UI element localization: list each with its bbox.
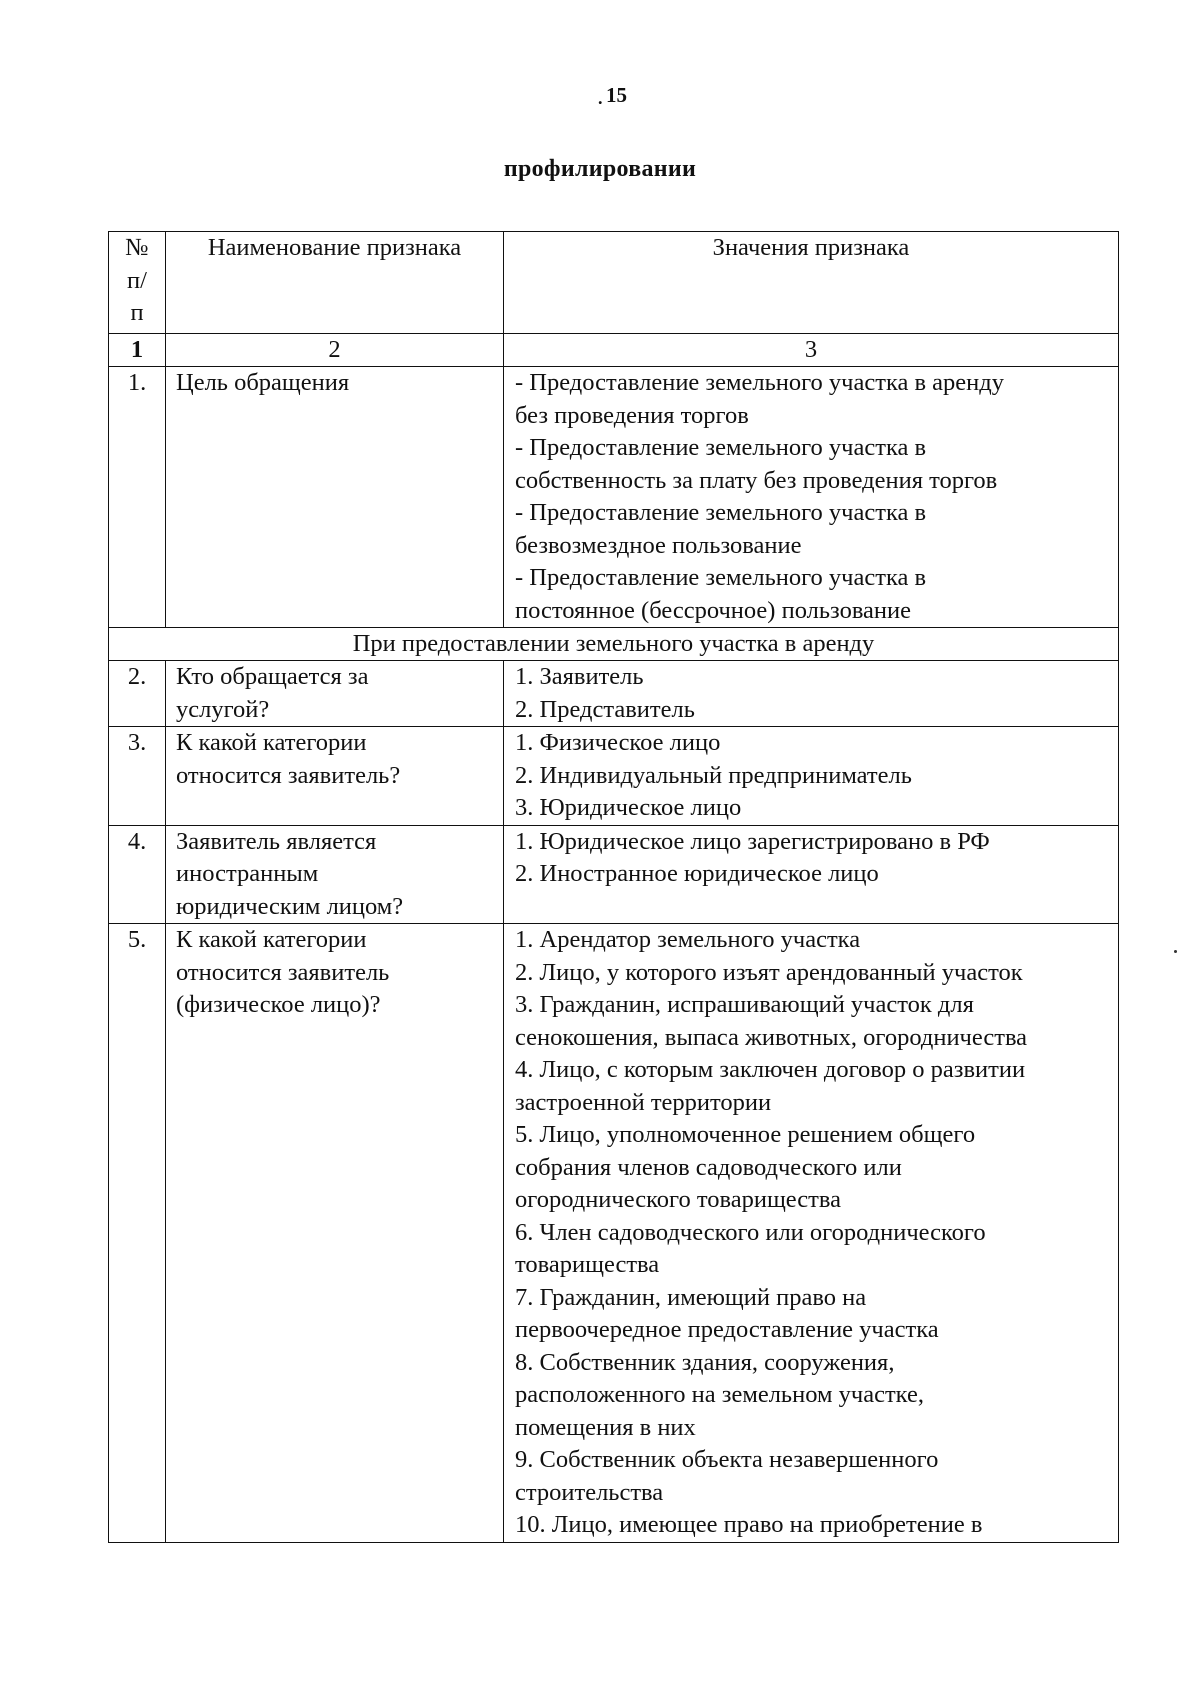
column-number-2: 2 [166, 334, 504, 367]
row-values: - Предоставление земельного участка в аренду без проведения торгов - Предоставление земельного участка в собственность за плату без проведения торгов - Предоставление земельного участка в безвозмездное пользование - Предоставление земельного участка в постоянное (бессрочное) пользование [504, 367, 1119, 628]
row-name: Кто обращается за услугой? [166, 661, 504, 727]
row-name: Заявитель является иностранным юридическим лицом? [166, 825, 504, 924]
row-name: К какой категории относится заявитель? [166, 727, 504, 826]
section-title: При предоставлении земельного участка в аренду [109, 628, 1119, 661]
row-num: 2. [109, 661, 166, 727]
page-title: профилировании [503, 156, 697, 182]
row-values: 1. Заявитель 2. Представитель [504, 661, 1119, 727]
header-values: Значения признака [504, 232, 1119, 334]
section-row [109, 628, 1119, 661]
row-num: 5. [109, 924, 166, 1543]
profile-table [108, 231, 1119, 1543]
table-row [109, 924, 1119, 1543]
page-number-mark: . [598, 88, 603, 108]
table-row [109, 825, 1119, 924]
column-number-3: 3 [504, 334, 1119, 367]
table-row [109, 727, 1119, 826]
column-number-1: 1 [109, 334, 166, 367]
row-name: К какой категории относится заявитель (физическое лицо)? [166, 924, 504, 1543]
row-values: 1. Юридическое лицо зарегистрировано в РФ 2. Иностранное юридическое лицо [504, 825, 1119, 924]
header-name: Наименование признака [166, 232, 504, 334]
page-number: 15 [606, 83, 627, 107]
row-num: 1. [109, 367, 166, 628]
table-row [109, 367, 1119, 628]
row-num: 4. [109, 825, 166, 924]
scan-speck [1174, 950, 1177, 953]
row-values: 1. Физическое лицо 2. Индивидуальный предприниматель 3. Юридическое лицо [504, 727, 1119, 826]
row-values: 1. Арендатор земельного участка 2. Лицо, у которого изъят арендованный участок 3. Гражданин, испрашивающий участок для сенокошения, выпаса животных, огородничества 4. Лицо, с которым заключен договор о развитии застроенной территории 5. Лицо, уполномоченное решением общего собрания членов садоводческого или огороднического товарищества 6. Член садоводческого или огороднического товарищества 7. Гражданин, имеющий право на первоочередное предоставление участка 8. Собственник здания, сооружения, расположенного на земельном участке, помещения в них 9. Собственник объекта незавершенного строительства 10. Лицо, имеющее право на приобретение в [504, 924, 1119, 1543]
row-name: Цель обращения [166, 367, 504, 628]
column-number-row [109, 334, 1119, 367]
row-num: 3. [109, 727, 166, 826]
table-row [109, 661, 1119, 727]
header-num: № п/ п [109, 232, 166, 334]
table-header-row [109, 232, 1119, 334]
